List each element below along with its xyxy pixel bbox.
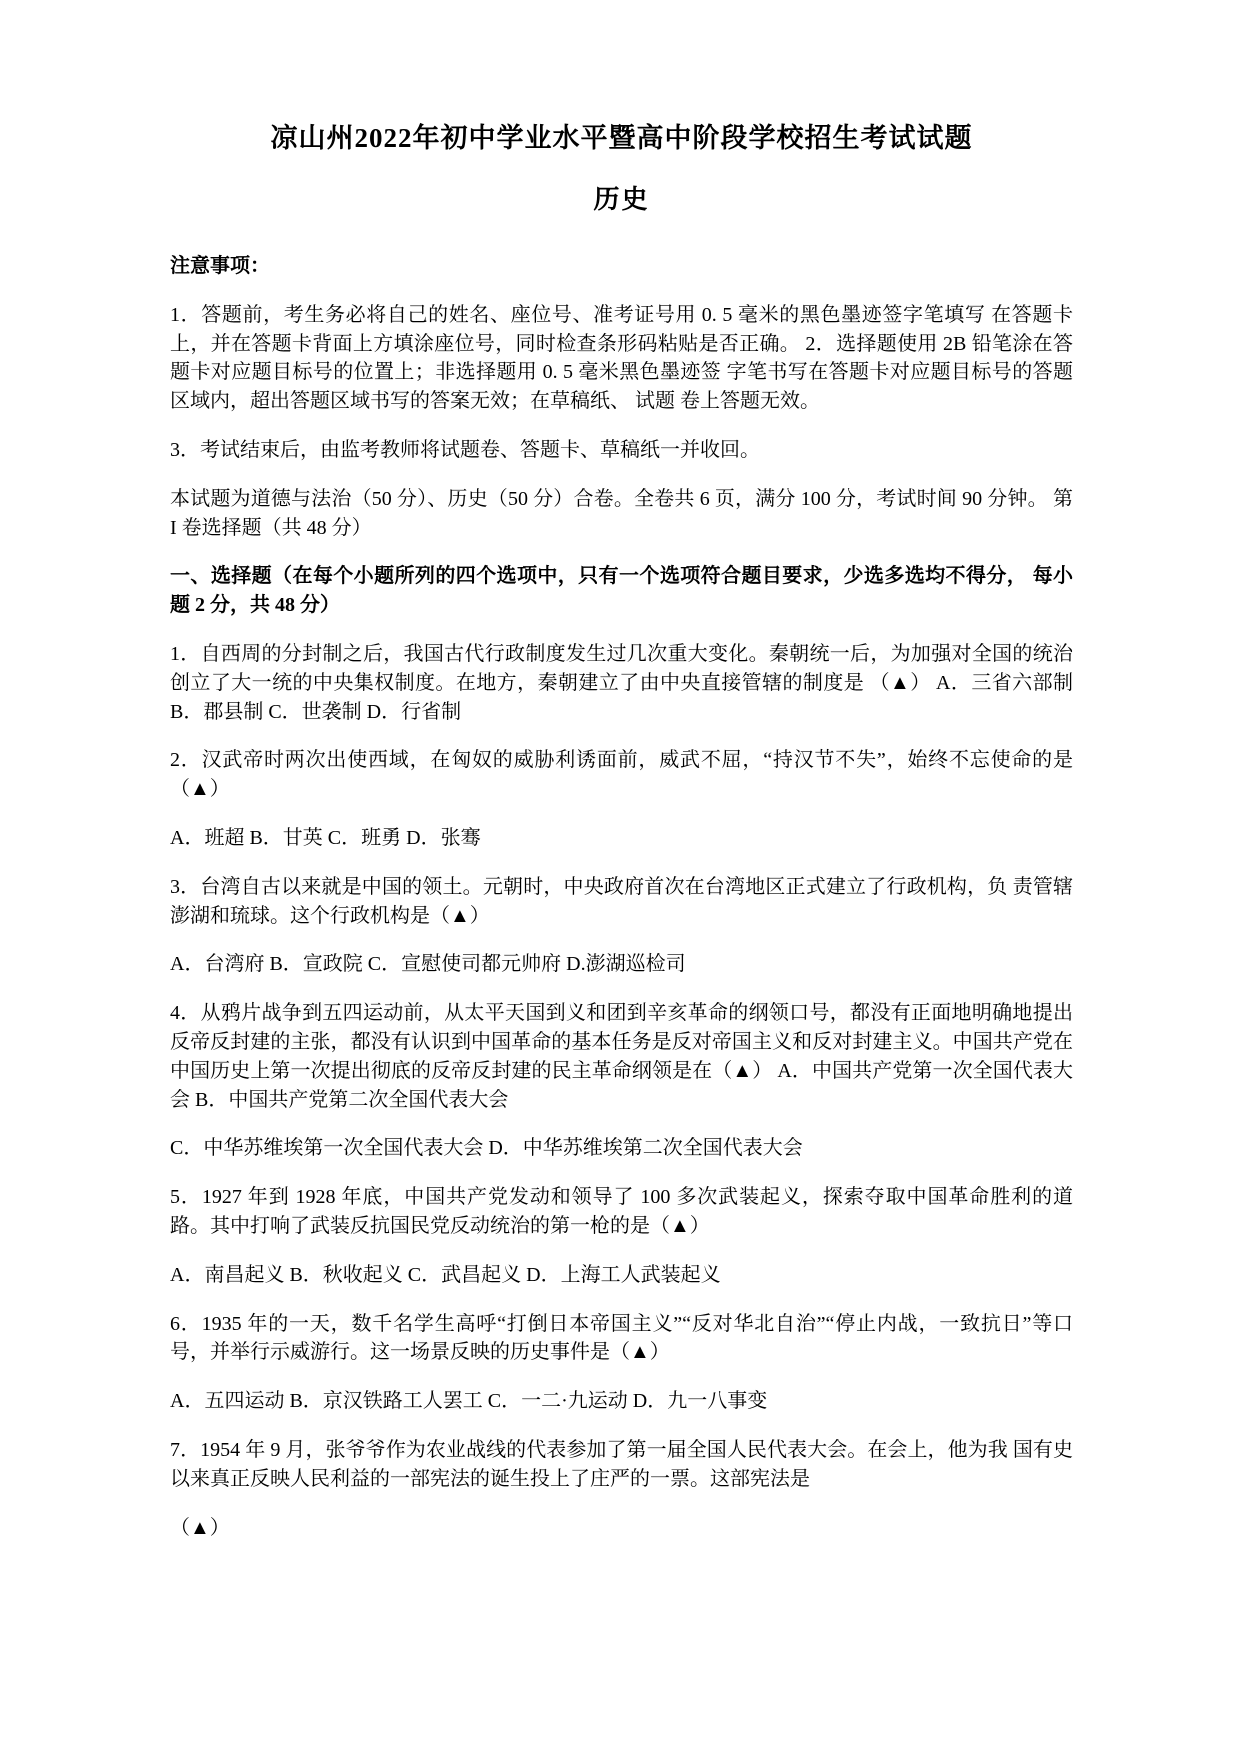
question-3-options: A．台湾府 B．宣政院 C．宣慰使司都元帅府 D.澎湖巡检司: [170, 953, 686, 976]
notice-item-3: 3．考试结束后，由监考教师将试题卷、答题卡、草稿纸一并收回。: [170, 438, 760, 461]
question-7-answer-mark: （▲）: [170, 1516, 230, 1539]
question-2: 2．汉武帝时两次出使西域，在匈奴的威胁利诱面前，威武不屈，“持汉节不失”，始终不忘使命的是（▲）: [170, 749, 1073, 801]
question-4: 4．从鸦片战争到五四运动前，从太平天国到义和团到辛亥革命的纲领口号，都没有正面地明确地提出反帝反封建的主张，都没有认识到中国革命的基本任务是反对帝国主义和反对封建主义。中国共产党在中国历史上第一次提出彻底的反帝反封建的民主革命纲领是在（▲） A．中国共产党第一次全国代表大会 B．中国共产党第二次全国代表大会: [170, 1002, 1073, 1111]
question-6: 6．1935 年的一天，数千名学生高呼“打倒日本帝国主义”“反对华北自治”“停止内战，一致抗日”等口号，并举行示威游行。这一场景反映的历史事件是（▲）: [170, 1312, 1073, 1364]
notice-heading: 注意事项：: [170, 255, 270, 277]
exam-subject: 历史: [593, 185, 650, 214]
question-3: 3．台湾自古以来就是中国的领土。元朝时，中央政府首次在台湾地区正式建立了行政机构，负 责管辖澎湖和琉球。这个行政机构是（▲）: [170, 875, 1073, 927]
question-2-options: A．班超 B．甘英 C．班勇 D．张骞: [170, 826, 481, 849]
exam-title: 凉山州2022年初中学业水平暨高中阶段学校招生考试试题: [270, 123, 973, 153]
question-5: 5．1927 年到 1928 年底，中国共产党发动和领导了 100 多次武装起义，探索夺取中国革命胜利的道路。其中打响了武装反抗国民党反动统治的第一枪的是（▲）: [170, 1186, 1073, 1237]
volume-info: 本试题为道德与法治（50 分）、历史（50 分）合卷。全卷共 6 页，满分 100 分，考试时间 90 分钟。 第 I 卷选择题（共 48 分）: [170, 487, 1073, 539]
question-6-options: A．五四运动 B．京汉铁路工人罢工 C．一二·九运动 D．九一八事变: [170, 1390, 768, 1413]
exam-body: [170, 252, 1073, 1542]
question-1: 1．自西周的分封制之后，我国古代行政制度发生过几次重大变化。秦朝统一后，为加强对全国的统治创立了大一统的中央集权制度。在地方，秦朝建立了由中央直接管辖的制度是 （▲） A．三省六部制 B．郡县制 C．世袭制 D．行省制: [170, 642, 1073, 723]
question-4-options-cd: C．中华苏维埃第一次全国代表大会 D．中华苏维埃第二次全国代表大会: [170, 1137, 803, 1160]
section-heading: 一、选择题（在每个小题所列的四个选项中，只有一个选项符合题目要求，少选多选均不得分， 每小题 2 分，共 48 分）: [170, 565, 1073, 617]
question-5-options: A．南昌起义 B．秋收起义 C．武昌起义 D．上海工人武装起义: [170, 1263, 721, 1286]
notice-item-1-2: 1．答题前，考生务必将自己的姓名、座位号、准考证号用 0. 5 毫米的黑色墨迹签字笔填写 在答题卡上，并在答题卡背面上方填涂座位号，同时检查条形码粘贴是否正确。 2．选择题使用 2B 铅笔涂在答题卡对应题目标号的位置上；非选择题用 0. 5 毫米黑色墨迹签 字笔书写在答题卡对应题目标号的答题区域内，超出答题区域书写的答案无效；在草稿纸、 试题 卷上答题无效。: [170, 303, 1073, 413]
question-7: 7．1954 年 9 月，张爷爷作为农业战线的代表参加了第一届全国人民代表大会。在会上，他为我 国有史以来真正反映人民利益的一部宪法的诞生投上了庄严的一票。这部宪法是: [170, 1438, 1073, 1490]
